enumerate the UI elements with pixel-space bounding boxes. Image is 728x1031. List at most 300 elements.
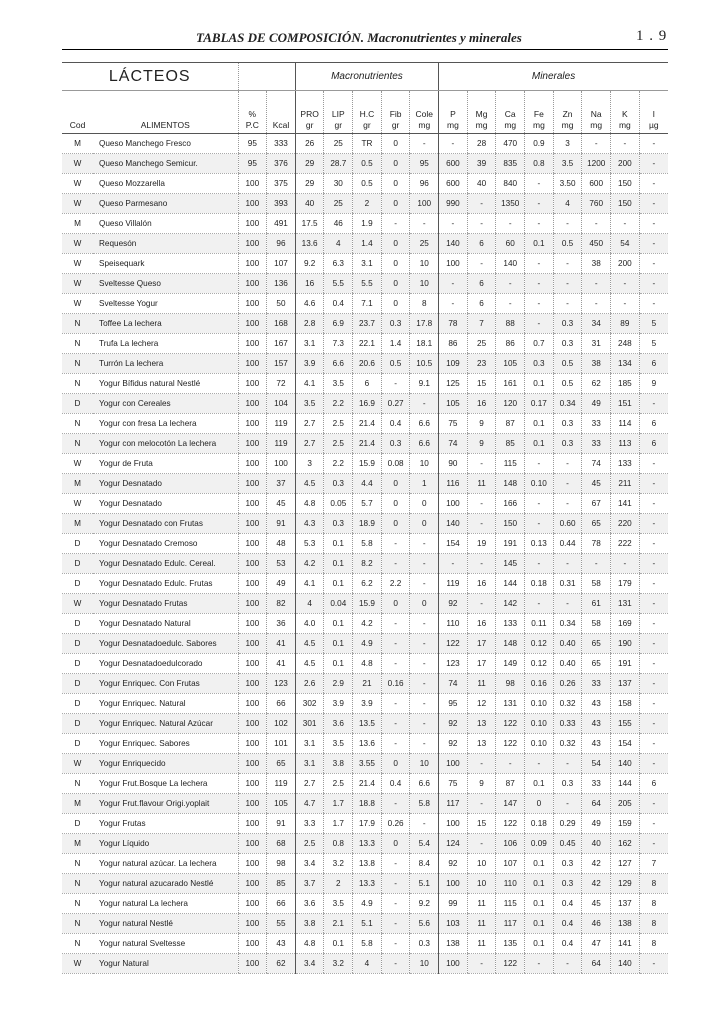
column-header: [353, 91, 382, 134]
cell-value: 0.3: [410, 934, 439, 954]
cell-value: 34: [582, 314, 611, 334]
cell-value: -: [467, 594, 496, 614]
cell-value: 100: [238, 754, 267, 774]
cell-value: 8.2: [353, 554, 382, 574]
cell-value: 0: [381, 134, 410, 154]
cell-value: 150: [496, 514, 525, 534]
table-row: [62, 374, 668, 394]
cell-value: 3.9: [353, 694, 382, 714]
column-header: [238, 91, 267, 134]
cell-food-name: Yogur con Cereales: [93, 394, 238, 414]
cell-value: 0.1: [525, 374, 554, 394]
cell-value: 137: [611, 674, 640, 694]
column-header-name: %: [248, 109, 257, 119]
section-title: LÁCTEOS: [62, 63, 238, 91]
cell-value: 61: [582, 594, 611, 614]
cell-value: 149: [496, 654, 525, 674]
cell-value: -: [467, 494, 496, 514]
cell-value: -: [582, 554, 611, 574]
cell-code: W: [62, 494, 93, 514]
cell-value: -: [467, 454, 496, 474]
cell-value: 3.1: [353, 254, 382, 274]
cell-code: W: [62, 234, 93, 254]
cell-value: 72: [267, 374, 296, 394]
cell-value: 0.1: [525, 434, 554, 454]
cell-value: 100: [238, 174, 267, 194]
column-header-name: H.C: [359, 109, 375, 119]
cell-value: 100: [238, 814, 267, 834]
cell-value: 8: [639, 934, 668, 954]
column-header-unit: gr: [391, 120, 400, 130]
cell-value: -: [381, 554, 410, 574]
cell-value: 0.4: [381, 414, 410, 434]
cell-value: 9.2: [295, 254, 324, 274]
cell-value: -: [639, 214, 668, 234]
cell-value: 11: [467, 914, 496, 934]
cell-food-name: Yogur Enriquec. Natural Azúcar: [93, 714, 238, 734]
cell-value: -: [553, 254, 582, 274]
cell-code: D: [62, 674, 93, 694]
cell-value: 0.3: [553, 334, 582, 354]
cell-value: 100: [238, 854, 267, 874]
cell-value: 148: [496, 474, 525, 494]
cell-value: 3.8: [324, 754, 353, 774]
cell-value: 134: [611, 354, 640, 374]
cell-value: -: [582, 134, 611, 154]
cell-value: 33: [582, 434, 611, 454]
cell-value: 29: [295, 174, 324, 194]
cell-value: 0.05: [324, 494, 353, 514]
cell-code: D: [62, 654, 93, 674]
cell-value: -: [639, 634, 668, 654]
table-row: [62, 194, 668, 214]
cell-value: 154: [611, 734, 640, 754]
cell-value: -: [582, 274, 611, 294]
cell-value: 102: [267, 714, 296, 734]
composition-table-wrapper: [62, 62, 668, 974]
cell-value: 0.34: [553, 394, 582, 414]
cell-value: 74: [439, 674, 468, 694]
table-row: [62, 914, 668, 934]
cell-value: 1.4: [353, 234, 382, 254]
table-row: [62, 874, 668, 894]
cell-value: 100: [238, 894, 267, 914]
table-row: [62, 774, 668, 794]
cell-code: M: [62, 214, 93, 234]
cell-value: 190: [611, 634, 640, 654]
cell-food-name: Yogur Desnatado Frutas: [93, 594, 238, 614]
cell-value: 49: [582, 814, 611, 834]
cell-value: 23: [467, 354, 496, 374]
cell-value: 100: [238, 574, 267, 594]
cell-value: 191: [611, 654, 640, 674]
cell-value: 95: [238, 134, 267, 154]
cell-value: 122: [496, 714, 525, 734]
cell-value: 0.3: [324, 474, 353, 494]
column-header-name: Fe: [533, 109, 544, 119]
cell-food-name: Yogur Líquido: [93, 834, 238, 854]
cell-food-name: Yogur natural La lechera: [93, 894, 238, 914]
cell-code: N: [62, 934, 93, 954]
cell-food-name: Queso Manchego Fresco: [93, 134, 238, 154]
cell-value: 74: [582, 454, 611, 474]
cell-value: 122: [496, 954, 525, 974]
cell-value: 5.8: [410, 794, 439, 814]
cell-value: 100: [439, 814, 468, 834]
cell-value: 15.9: [353, 594, 382, 614]
cell-value: -: [525, 494, 554, 514]
cell-value: 23.7: [353, 314, 382, 334]
table-row: [62, 214, 668, 234]
cell-value: -: [639, 654, 668, 674]
cell-value: 0.3: [553, 314, 582, 334]
cell-value: 55: [267, 914, 296, 934]
cell-value: 86: [439, 334, 468, 354]
table-row: [62, 314, 668, 334]
cell-value: 100: [238, 534, 267, 554]
cell-value: 100: [238, 494, 267, 514]
cell-value: 101: [267, 734, 296, 754]
cell-value: 13.3: [353, 874, 382, 894]
cell-value: 840: [496, 174, 525, 194]
cell-value: 0: [381, 754, 410, 774]
cell-value: 140: [496, 254, 525, 274]
column-header: [93, 91, 238, 134]
cell-code: D: [62, 534, 93, 554]
cell-value: 0.04: [324, 594, 353, 614]
cell-food-name: Yogur Enriquec. Natural: [93, 694, 238, 714]
cell-value: 0: [381, 834, 410, 854]
cell-value: 2: [353, 194, 382, 214]
cell-value: 65: [267, 754, 296, 774]
cell-value: -: [525, 254, 554, 274]
cell-value: -: [639, 954, 668, 974]
cell-value: 0.32: [553, 734, 582, 754]
cell-value: 107: [267, 254, 296, 274]
column-header-unit: mg: [590, 120, 603, 130]
cell-code: N: [62, 354, 93, 374]
cell-value: 13: [467, 734, 496, 754]
column-header-unit: Kcal: [272, 120, 290, 130]
cell-value: 6: [467, 234, 496, 254]
cell-value: 100: [238, 554, 267, 574]
cell-value: -: [439, 554, 468, 574]
cell-value: -: [582, 214, 611, 234]
cell-value: 64: [582, 794, 611, 814]
cell-value: 13.6: [353, 734, 382, 754]
cell-value: 0.12: [525, 654, 554, 674]
cell-value: -: [639, 174, 668, 194]
cell-code: N: [62, 854, 93, 874]
cell-value: 75: [439, 414, 468, 434]
cell-value: 4: [353, 954, 382, 974]
column-header-unit: µg: [649, 120, 659, 130]
cell-value: 26: [295, 134, 324, 154]
cell-value: 0.10: [525, 714, 554, 734]
cell-value: 159: [611, 814, 640, 834]
cell-value: 0: [381, 494, 410, 514]
cell-value: 100: [238, 954, 267, 974]
cell-value: 0: [525, 794, 554, 814]
cell-value: 8: [639, 914, 668, 934]
cell-value: -: [381, 934, 410, 954]
cell-value: 17.5: [295, 214, 324, 234]
cell-value: 45: [267, 494, 296, 514]
cell-value: -: [639, 514, 668, 534]
group-minerales: Minerales: [439, 63, 668, 91]
cell-value: 2.7: [295, 434, 324, 454]
cell-value: 7: [467, 314, 496, 334]
cell-value: 100: [238, 394, 267, 414]
cell-value: 0.3: [553, 434, 582, 454]
column-header-unit: mg: [532, 120, 545, 130]
cell-value: 33: [582, 414, 611, 434]
cell-value: 4: [295, 594, 324, 614]
cell-value: 2.1: [324, 914, 353, 934]
cell-value: 58: [582, 614, 611, 634]
cell-value: 10: [410, 954, 439, 974]
cell-code: N: [62, 774, 93, 794]
cell-value: 100: [238, 614, 267, 634]
cell-code: W: [62, 454, 93, 474]
cell-value: -: [381, 634, 410, 654]
cell-value: 600: [439, 174, 468, 194]
cell-value: 3.1: [295, 734, 324, 754]
cell-value: 2.6: [295, 674, 324, 694]
cell-value: 95: [410, 154, 439, 174]
cell-food-name: Sveltesse Queso: [93, 274, 238, 294]
cell-food-name: Yogur Frut.flavour Origi.yoplait: [93, 794, 238, 814]
cell-food-name: Yogur Desnatadoedulcorado: [93, 654, 238, 674]
cell-value: 16: [467, 574, 496, 594]
cell-value: -: [639, 454, 668, 474]
table-row: [62, 854, 668, 874]
cell-value: -: [553, 274, 582, 294]
column-header-unit: mg: [418, 120, 431, 130]
cell-value: -: [639, 714, 668, 734]
cell-value: 150: [611, 174, 640, 194]
cell-value: 41: [267, 634, 296, 654]
cell-code: W: [62, 254, 93, 274]
cell-value: 135: [496, 934, 525, 954]
table-row: [62, 394, 668, 414]
cell-value: 211: [611, 474, 640, 494]
cell-value: 2: [324, 874, 353, 894]
cell-code: M: [62, 514, 93, 534]
cell-value: 0.5: [353, 154, 382, 174]
cell-value: 45: [582, 474, 611, 494]
cell-value: -: [467, 794, 496, 814]
cell-value: 100: [238, 454, 267, 474]
cell-code: D: [62, 574, 93, 594]
cell-value: 2.2: [381, 574, 410, 594]
cell-value: 1.9: [353, 214, 382, 234]
cell-value: 1: [410, 474, 439, 494]
cell-value: 3.6: [295, 894, 324, 914]
cell-value: 88: [496, 314, 525, 334]
cell-food-name: Yogur Natural: [93, 954, 238, 974]
cell-value: 4.5: [295, 634, 324, 654]
cell-value: -: [553, 554, 582, 574]
cell-food-name: Toffee La lechera: [93, 314, 238, 334]
cell-value: 0.1: [324, 934, 353, 954]
cell-value: 100: [238, 934, 267, 954]
cell-code: M: [62, 474, 93, 494]
cell-value: 15.9: [353, 454, 382, 474]
cell-value: 133: [611, 454, 640, 474]
cell-value: 138: [439, 934, 468, 954]
cell-value: -: [525, 954, 554, 974]
cell-value: 120: [496, 394, 525, 414]
cell-value: 0.1: [324, 654, 353, 674]
cell-value: 148: [496, 634, 525, 654]
cell-code: W: [62, 154, 93, 174]
cell-value: 91: [267, 814, 296, 834]
column-header-name: Zn: [562, 109, 573, 119]
cell-value: -: [410, 674, 439, 694]
cell-value: 109: [439, 354, 468, 374]
cell-value: 54: [611, 234, 640, 254]
column-header: [324, 91, 353, 134]
cell-value: 222: [611, 534, 640, 554]
column-header: [611, 91, 640, 134]
cell-value: 835: [496, 154, 525, 174]
cell-value: 58: [582, 574, 611, 594]
cell-code: W: [62, 294, 93, 314]
column-header-unit: gr: [305, 120, 314, 130]
cell-value: 117: [496, 914, 525, 934]
cell-value: 100: [267, 454, 296, 474]
table-row: [62, 494, 668, 514]
cell-value: 0.34: [553, 614, 582, 634]
cell-code: D: [62, 554, 93, 574]
cell-value: 67: [582, 494, 611, 514]
cell-value: -: [639, 494, 668, 514]
cell-value: 185: [611, 374, 640, 394]
cell-value: 0.1: [324, 534, 353, 554]
column-header-unit: gr: [363, 120, 371, 130]
cell-value: 0.40: [553, 654, 582, 674]
cell-value: -: [410, 534, 439, 554]
cell-value: 36: [267, 614, 296, 634]
cell-value: 0.18: [525, 574, 554, 594]
cell-value: 4.3: [295, 514, 324, 534]
cell-value: 144: [611, 774, 640, 794]
cell-value: 3.55: [353, 754, 382, 774]
cell-value: 100: [238, 214, 267, 234]
cell-value: -: [525, 194, 554, 214]
cell-value: 0.32: [553, 694, 582, 714]
column-header: [381, 91, 410, 134]
cell-value: -: [410, 394, 439, 414]
cell-value: 144: [496, 574, 525, 594]
cell-value: 113: [611, 434, 640, 454]
cell-value: 5.4: [410, 834, 439, 854]
cell-value: 2.5: [324, 434, 353, 454]
cell-value: -: [553, 954, 582, 974]
cell-food-name: Sveltesse Yogur: [93, 294, 238, 314]
cell-value: -: [381, 894, 410, 914]
cell-value: 85: [267, 874, 296, 894]
cell-value: 11: [467, 934, 496, 954]
cell-value: 17.9: [353, 814, 382, 834]
cell-value: 6: [639, 354, 668, 374]
cell-value: 0.12: [525, 634, 554, 654]
page-title: TABLAS DE COMPOSICIÓN. Macronutrientes y minerales: [196, 30, 522, 45]
cell-value: 0: [410, 494, 439, 514]
cell-value: 0.3: [324, 514, 353, 534]
cell-value: 0.13: [525, 534, 554, 554]
cell-food-name: Yogur Frut.Bosque La lechera: [93, 774, 238, 794]
cell-value: 0: [381, 294, 410, 314]
cell-value: 78: [439, 314, 468, 334]
cell-value: 10: [410, 754, 439, 774]
cell-value: 162: [611, 834, 640, 854]
column-header: [62, 91, 93, 134]
cell-food-name: Yogur natural Nestlé: [93, 914, 238, 934]
table-row: [62, 154, 668, 174]
cell-value: -: [496, 274, 525, 294]
composition-table: [62, 62, 668, 974]
cell-value: 100: [439, 874, 468, 894]
column-header-name: I: [652, 109, 656, 119]
cell-value: 4.9: [353, 634, 382, 654]
cell-value: 100: [238, 194, 267, 214]
cell-value: 3.7: [295, 874, 324, 894]
cell-value: 220: [611, 514, 640, 534]
cell-value: 6: [639, 414, 668, 434]
cell-value: -: [525, 594, 554, 614]
cell-value: 161: [496, 374, 525, 394]
cell-value: 21.4: [353, 434, 382, 454]
cell-value: 0: [410, 594, 439, 614]
cell-value: 4.2: [353, 614, 382, 634]
cell-value: 87: [496, 774, 525, 794]
cell-value: 95: [439, 694, 468, 714]
cell-food-name: Turrón La lechera: [93, 354, 238, 374]
cell-value: 78: [582, 534, 611, 554]
cell-value: 0.3: [553, 414, 582, 434]
cell-code: W: [62, 754, 93, 774]
cell-value: 2.7: [295, 414, 324, 434]
cell-value: 0.5: [381, 354, 410, 374]
cell-value: -: [525, 174, 554, 194]
cell-value: 0.3: [553, 874, 582, 894]
cell-value: -: [525, 214, 554, 234]
cell-value: 13.6: [295, 234, 324, 254]
cell-value: 45: [582, 894, 611, 914]
cell-value: 6: [639, 434, 668, 454]
cell-value: 133: [496, 614, 525, 634]
cell-value: 100: [439, 494, 468, 514]
cell-value: 3.5: [324, 894, 353, 914]
cell-value: 100: [238, 474, 267, 494]
cell-value: -: [381, 954, 410, 974]
cell-value: 122: [496, 814, 525, 834]
cell-value: TR: [353, 134, 382, 154]
cell-value: 6: [353, 374, 382, 394]
cell-value: -: [467, 254, 496, 274]
cell-value: 13.5: [353, 714, 382, 734]
cell-value: -: [639, 534, 668, 554]
cell-value: -: [582, 294, 611, 314]
cell-value: 2.5: [324, 414, 353, 434]
cell-value: 100: [238, 714, 267, 734]
cell-value: 4.0: [295, 614, 324, 634]
cell-value: 0.1: [324, 634, 353, 654]
table-row: [62, 434, 668, 454]
cell-value: 64: [582, 954, 611, 974]
